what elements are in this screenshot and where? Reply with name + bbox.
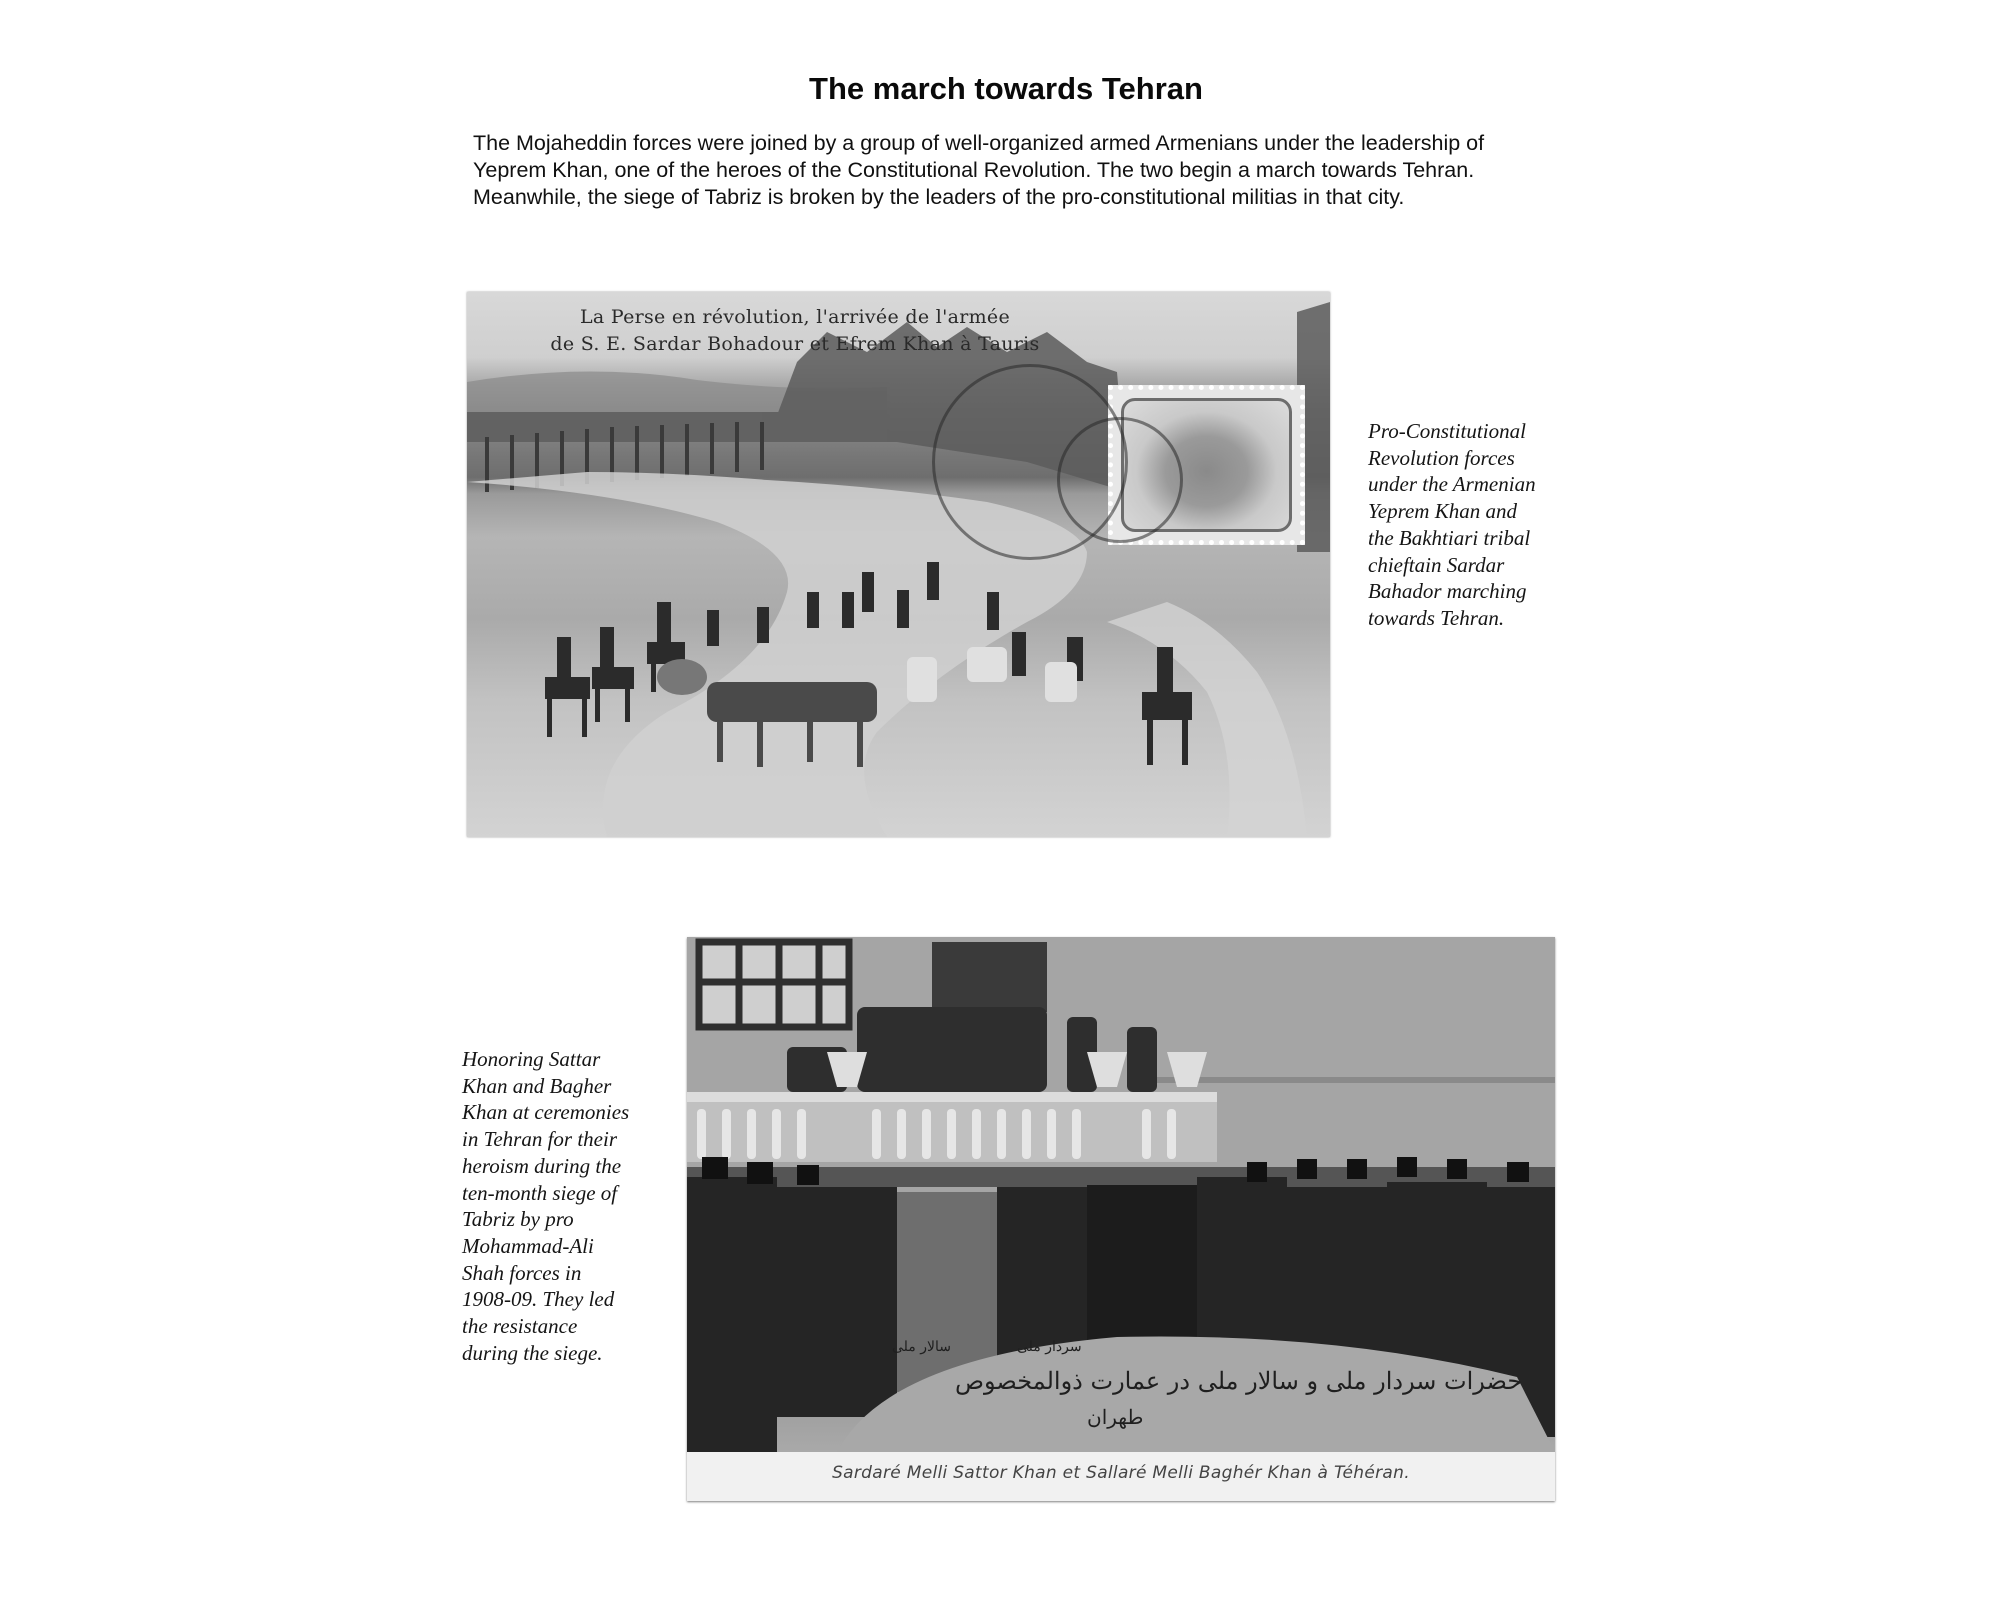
persian-caption-line: طهران	[1087, 1405, 1144, 1429]
caption-line: heroism during the	[462, 1153, 622, 1178]
caption-line: chieftain Sardar	[1368, 552, 1505, 577]
caption-line: the resistance	[462, 1314, 578, 1339]
persian-label-left: سردار ملی	[1017, 1339, 1082, 1355]
caption-line: under the Armenian	[1368, 472, 1536, 497]
caption-line: Mohammad-Ali	[462, 1233, 594, 1258]
page-title: The march towards Tehran	[809, 70, 1203, 106]
persian-caption-line: حضرات سردار ملی و سالار ملی در عمارت ذوالمخصوص	[955, 1367, 1523, 1395]
caption-line: Khan and Bagher	[462, 1073, 612, 1098]
window	[699, 942, 849, 1027]
caption-line: the Bakhtiari tribal	[1368, 525, 1531, 550]
caption-line: Bahador marching	[1368, 579, 1527, 604]
postmark-circle	[1057, 417, 1183, 543]
wall-band	[1157, 1077, 1555, 1083]
postcard-printed-caption-line: de S. E. Sardar Bohadour et Efrem Khan à Tauris	[550, 333, 1040, 355]
photo-caption-march	[1368, 418, 1536, 632]
intro-line: Yeprem Khan, one of the heroes of the Constitutional Revolution. The two begin a march towards Tehran.	[473, 158, 1475, 182]
intro-paragraph	[473, 130, 1553, 211]
doorway	[932, 942, 1047, 1012]
postcard-photo-march	[467, 292, 1330, 837]
intro-line: Meanwhile, the siege of Tabriz is broken by the leaders of the pro-constitutional militias in that city.	[473, 185, 1405, 209]
caption-line: Tabriz by pro	[462, 1207, 574, 1232]
postcard-printed-caption-line: La Perse en révolution, l'arrivée de l'armée	[579, 306, 1011, 328]
caption-line: Revolution forces	[1368, 445, 1515, 470]
caption-line: Pro-Constitutional	[1368, 419, 1526, 443]
postcard-photo-ceremony	[687, 937, 1555, 1501]
caption-line: ten-month siege of	[462, 1180, 618, 1205]
postcard-printed-caption: Sardaré Melli Sattor Khan et Sallaré Melli Baghér Khan à Téhéran.	[832, 1463, 1410, 1483]
caption-line: Honoring Sattar	[462, 1047, 601, 1071]
caption-line: Yeprem Khan and	[1368, 499, 1517, 524]
caption-line: Shah forces in	[462, 1260, 582, 1285]
march-scene-illustration	[467, 292, 1330, 837]
caption-line: in Tehran for their	[462, 1127, 617, 1152]
ceremony-scene	[687, 937, 1555, 1452]
persian-label-right: سالار ملی	[892, 1339, 951, 1355]
caption-line: 1908-09. They led	[462, 1287, 615, 1312]
photo-caption-ceremony	[462, 1046, 629, 1366]
caption-line: during the siege.	[462, 1340, 603, 1365]
caption-line: Khan at ceremonies	[462, 1100, 630, 1125]
intro-line: The Mojaheddin forces were joined by a group of well-organized armed Armenians under the leadership of	[473, 131, 1485, 155]
side-road	[1107, 602, 1307, 837]
caption-line: towards Tehran.	[1368, 605, 1505, 630]
